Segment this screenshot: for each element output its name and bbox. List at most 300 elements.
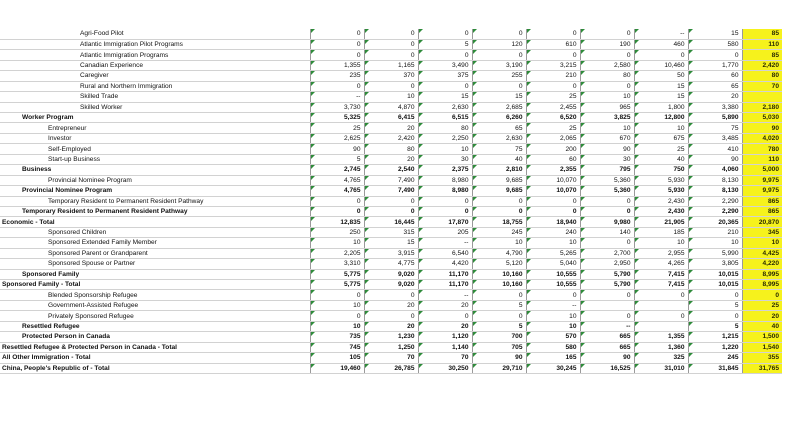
value-cell[interactable]: 12,800 [634,113,688,123]
value-cell[interactable]: 0 [580,196,634,206]
value-cell[interactable]: 70 [418,353,472,363]
value-cell[interactable]: 29,710 [472,363,526,373]
value-cell[interactable]: 17,870 [418,217,472,227]
value-cell[interactable]: 0 [580,238,634,248]
row-label-cell[interactable] [0,29,310,39]
value-cell[interactable]: 25 [526,92,580,102]
row-label-cell[interactable] [0,300,310,310]
value-cell[interactable]: 2,290 [688,206,742,216]
value-cell[interactable]: 5,775 [310,269,364,279]
value-cell[interactable]: 2,455 [526,102,580,112]
value-cell[interactable]: 10 [310,300,364,310]
value-cell[interactable]: 2,630 [472,133,526,143]
table-row[interactable] [0,342,782,352]
value-cell[interactable]: 10,070 [526,175,580,185]
table-row[interactable] [0,332,782,342]
highlighted-total-cell[interactable] [742,92,782,102]
value-cell[interactable]: 3,380 [688,102,742,112]
table-row[interactable] [0,133,782,143]
value-cell[interactable]: 0 [688,50,742,60]
value-cell[interactable]: 80 [580,71,634,81]
value-cell[interactable]: 5,120 [472,259,526,269]
highlighted-total-cell[interactable]: 110 [742,154,782,164]
value-cell[interactable]: 9,020 [364,269,418,279]
table-row[interactable] [0,248,782,258]
table-row[interactable] [0,300,782,310]
highlighted-total-cell[interactable]: 2,420 [742,60,782,70]
value-cell[interactable]: 30,250 [418,363,472,373]
value-cell[interactable]: 250 [310,227,364,237]
row-label-cell[interactable] [0,175,310,185]
value-cell[interactable]: 0 [472,29,526,39]
value-cell[interactable]: 10 [634,238,688,248]
row-label-cell[interactable] [0,60,310,70]
value-cell[interactable]: 6,515 [418,113,472,123]
value-cell[interactable]: 65 [688,81,742,91]
value-cell[interactable]: 0 [526,29,580,39]
value-cell[interactable]: 1,250 [364,342,418,352]
table-row[interactable] [0,311,782,321]
value-cell[interactable]: 105 [310,353,364,363]
value-cell[interactable]: 0 [418,29,472,39]
value-cell[interactable]: 3,915 [364,248,418,258]
highlighted-total-cell[interactable]: 2,180 [742,102,782,112]
table-row[interactable] [0,154,782,164]
value-cell[interactable]: 1,120 [418,332,472,342]
value-cell[interactable]: 235 [310,71,364,81]
value-cell[interactable]: 7,490 [364,175,418,185]
value-cell[interactable]: 0 [418,196,472,206]
row-label-cell[interactable] [0,81,310,91]
value-cell[interactable]: 200 [526,144,580,154]
row-label-cell[interactable] [0,133,310,143]
value-cell[interactable]: 245 [472,227,526,237]
value-cell[interactable]: 20 [364,300,418,310]
table-row[interactable] [0,269,782,279]
value-cell[interactable]: 16,525 [580,363,634,373]
value-cell[interactable]: 5 [688,321,742,331]
value-cell[interactable]: 3,490 [418,60,472,70]
value-cell[interactable]: 18,755 [472,217,526,227]
value-cell[interactable]: 90 [580,353,634,363]
value-cell[interactable]: 2,290 [688,196,742,206]
value-cell[interactable]: 2,430 [634,196,688,206]
value-cell[interactable]: 0 [418,50,472,60]
value-cell[interactable]: 10 [526,311,580,321]
value-cell[interactable]: 10,555 [526,269,580,279]
value-cell[interactable]: 6,415 [364,113,418,123]
value-cell[interactable]: 15 [364,238,418,248]
value-cell[interactable] [634,321,688,331]
value-cell[interactable]: 5,775 [310,280,364,290]
value-cell[interactable]: 4,870 [364,102,418,112]
highlighted-total-cell[interactable]: 110 [742,39,782,49]
row-label-cell[interactable] [0,92,310,102]
value-cell[interactable]: 10,160 [472,269,526,279]
value-cell[interactable]: 795 [580,165,634,175]
value-cell[interactable]: 90 [472,353,526,363]
value-cell[interactable]: 2,375 [418,165,472,175]
value-cell[interactable]: 5,890 [688,113,742,123]
value-cell[interactable]: -- [310,92,364,102]
table-row[interactable] [0,227,782,237]
value-cell[interactable]: 10 [418,144,472,154]
value-cell[interactable]: 5,790 [580,280,634,290]
value-cell[interactable]: 10 [472,238,526,248]
value-cell[interactable]: 6,520 [526,113,580,123]
value-cell[interactable]: 3,215 [526,60,580,70]
table-row[interactable] [0,280,782,290]
value-cell[interactable]: 30,245 [526,363,580,373]
value-cell[interactable]: 0 [364,50,418,60]
value-cell[interactable]: 0 [634,50,688,60]
value-cell[interactable]: 10 [580,92,634,102]
value-cell[interactable]: 3,310 [310,259,364,269]
value-cell[interactable]: 25 [634,144,688,154]
value-cell[interactable]: 10 [580,123,634,133]
highlighted-total-cell[interactable]: 1,540 [742,342,782,352]
value-cell[interactable]: 665 [580,342,634,352]
table-row[interactable] [0,50,782,60]
value-cell[interactable]: 8,980 [418,186,472,196]
value-cell[interactable]: 5 [688,300,742,310]
highlighted-total-cell[interactable]: 25 [742,300,782,310]
value-cell[interactable]: 11,170 [418,280,472,290]
value-cell[interactable]: 8,130 [688,175,742,185]
value-cell[interactable]: 140 [580,227,634,237]
highlighted-total-cell[interactable]: 20,870 [742,217,782,227]
value-cell[interactable]: 0 [580,311,634,321]
value-cell[interactable]: 570 [526,332,580,342]
value-cell[interactable]: 2,430 [634,206,688,216]
value-cell[interactable]: 0 [364,311,418,321]
value-cell[interactable]: 2,810 [472,165,526,175]
value-cell[interactable]: 0 [526,50,580,60]
value-cell[interactable]: 4,790 [472,248,526,258]
value-cell[interactable]: 80 [364,144,418,154]
highlighted-total-cell[interactable]: 9,975 [742,175,782,185]
value-cell[interactable]: 4,265 [634,259,688,269]
highlighted-total-cell[interactable]: 40 [742,321,782,331]
highlighted-total-cell[interactable]: 8,995 [742,269,782,279]
value-cell[interactable]: 4,060 [688,165,742,175]
value-cell[interactable]: 0 [364,39,418,49]
value-cell[interactable]: 0 [364,290,418,300]
value-cell[interactable]: 2,950 [580,259,634,269]
value-cell[interactable]: 10,555 [526,280,580,290]
value-cell[interactable]: 460 [634,39,688,49]
value-cell[interactable]: 10 [688,238,742,248]
value-cell[interactable]: 7,415 [634,280,688,290]
value-cell[interactable]: 0 [526,290,580,300]
value-cell[interactable]: 18,940 [526,217,580,227]
highlighted-total-cell[interactable]: 5,000 [742,165,782,175]
value-cell[interactable]: 315 [364,227,418,237]
value-cell[interactable]: 4,765 [310,186,364,196]
value-cell[interactable]: 3,825 [580,113,634,123]
value-cell[interactable]: 5 [310,154,364,164]
value-cell[interactable]: 30 [580,154,634,164]
value-cell[interactable]: 0 [580,206,634,216]
value-cell[interactable]: 0 [418,206,472,216]
table-row[interactable] [0,259,782,269]
table-row[interactable] [0,92,782,102]
value-cell[interactable]: 40 [634,154,688,164]
value-cell[interactable]: 0 [688,290,742,300]
row-label-cell[interactable] [0,353,310,363]
row-label-cell[interactable] [0,123,310,133]
value-cell[interactable]: -- [634,29,688,39]
value-cell[interactable]: 4,420 [418,259,472,269]
table-row[interactable] [0,175,782,185]
value-cell[interactable]: 0 [310,50,364,60]
value-cell[interactable]: 0 [472,311,526,321]
value-cell[interactable]: 2,630 [418,102,472,112]
value-cell[interactable]: 5,930 [634,186,688,196]
value-cell[interactable]: 0 [364,206,418,216]
value-cell[interactable]: 0 [580,81,634,91]
value-cell[interactable]: 0 [310,196,364,206]
value-cell[interactable]: 5,040 [526,259,580,269]
value-cell[interactable]: 9,980 [580,217,634,227]
value-cell[interactable]: 0 [634,311,688,321]
value-cell[interactable]: 20,365 [688,217,742,227]
value-cell[interactable]: 5,325 [310,113,364,123]
value-cell[interactable]: 6,260 [472,113,526,123]
value-cell[interactable]: 40 [472,154,526,164]
value-cell[interactable]: 7,415 [634,269,688,279]
value-cell[interactable]: 10,160 [472,280,526,290]
table-row[interactable] [0,165,782,175]
value-cell[interactable]: 675 [634,133,688,143]
value-cell[interactable]: 0 [364,196,418,206]
highlighted-total-cell[interactable]: 4,425 [742,248,782,258]
value-cell[interactable]: 90 [580,144,634,154]
row-label-cell[interactable] [0,332,310,342]
value-cell[interactable]: 0 [472,196,526,206]
highlighted-total-cell[interactable]: 90 [742,123,782,133]
value-cell[interactable]: 15 [688,29,742,39]
table-row[interactable] [0,196,782,206]
value-cell[interactable]: 5 [418,39,472,49]
row-label-cell[interactable] [0,217,310,227]
highlighted-total-cell[interactable]: 80 [742,71,782,81]
value-cell[interactable]: 1,230 [364,332,418,342]
table-row[interactable] [0,206,782,216]
highlighted-total-cell[interactable]: 70 [742,81,782,91]
row-label-cell[interactable] [0,269,310,279]
value-cell[interactable]: 4,765 [310,175,364,185]
value-cell[interactable]: 75 [688,123,742,133]
value-cell[interactable]: 375 [418,71,472,81]
value-cell[interactable]: 0 [310,81,364,91]
value-cell[interactable]: 10 [310,321,364,331]
value-cell[interactable]: 255 [472,71,526,81]
value-cell[interactable]: 120 [472,39,526,49]
row-label-cell[interactable] [0,186,310,196]
value-cell[interactable]: 90 [688,154,742,164]
value-cell[interactable]: 60 [526,154,580,164]
value-cell[interactable]: 25 [310,123,364,133]
table-row[interactable] [0,29,782,39]
value-cell[interactable]: 5,265 [526,248,580,258]
table-row[interactable] [0,217,782,227]
value-cell[interactable]: 0 [526,196,580,206]
value-cell[interactable]: 26,785 [364,363,418,373]
value-cell[interactable]: 190 [580,39,634,49]
value-cell[interactable]: 750 [634,165,688,175]
value-cell[interactable]: 0 [364,81,418,91]
value-cell[interactable]: 5,790 [580,269,634,279]
value-cell[interactable]: 12,835 [310,217,364,227]
value-cell[interactable]: 75 [472,144,526,154]
value-cell[interactable]: 31,845 [688,363,742,373]
value-cell[interactable]: 2,745 [310,165,364,175]
table-row[interactable] [0,186,782,196]
row-label-cell[interactable] [0,154,310,164]
value-cell[interactable]: 20 [364,154,418,164]
value-cell[interactable]: 1,165 [364,60,418,70]
highlighted-total-cell[interactable]: 9,975 [742,186,782,196]
value-cell[interactable]: 0 [526,206,580,216]
value-cell[interactable]: 0 [418,81,472,91]
value-cell[interactable]: 610 [526,39,580,49]
value-cell[interactable]: 15 [472,92,526,102]
value-cell[interactable]: 0 [688,311,742,321]
value-cell[interactable]: -- [580,321,634,331]
row-label-cell[interactable] [0,71,310,81]
value-cell[interactable]: 3,805 [688,259,742,269]
value-cell[interactable] [580,300,634,310]
highlighted-total-cell[interactable]: 865 [742,196,782,206]
table-row[interactable] [0,123,782,133]
value-cell[interactable]: 2,625 [310,133,364,143]
row-label-cell[interactable] [0,144,310,154]
row-label-cell[interactable] [0,50,310,60]
value-cell[interactable]: 10 [310,238,364,248]
table-row[interactable] [0,238,782,248]
value-cell[interactable]: 245 [688,353,742,363]
value-cell[interactable]: 5 [472,300,526,310]
value-cell[interactable]: 1,800 [634,102,688,112]
value-cell[interactable]: 10,070 [526,186,580,196]
row-label-cell[interactable] [0,259,310,269]
highlighted-total-cell[interactable]: 4,020 [742,133,782,143]
row-label-cell[interactable] [0,280,310,290]
value-cell[interactable]: 2,955 [634,248,688,258]
value-cell[interactable]: 4,775 [364,259,418,269]
value-cell[interactable]: 705 [472,342,526,352]
value-cell[interactable]: 0 [418,311,472,321]
value-cell[interactable]: 2,420 [364,133,418,143]
highlighted-total-cell[interactable]: 345 [742,227,782,237]
value-cell[interactable]: 8,130 [688,186,742,196]
value-cell[interactable]: 0 [310,311,364,321]
value-cell[interactable]: 965 [580,102,634,112]
value-cell[interactable]: 0 [580,290,634,300]
highlighted-total-cell[interactable]: 31,765 [742,363,782,373]
value-cell[interactable]: 2,250 [418,133,472,143]
value-cell[interactable]: 2,580 [580,60,634,70]
value-cell[interactable]: 165 [526,353,580,363]
value-cell[interactable]: 0 [310,290,364,300]
value-cell[interactable]: 19,460 [310,363,364,373]
value-cell[interactable]: 60 [688,71,742,81]
value-cell[interactable]: 2,205 [310,248,364,258]
value-cell[interactable]: 0 [634,290,688,300]
table-row[interactable] [0,60,782,70]
value-cell[interactable]: 3,190 [472,60,526,70]
value-cell[interactable]: 15 [634,81,688,91]
highlighted-total-cell[interactable]: 865 [742,206,782,216]
value-cell[interactable]: 11,170 [418,269,472,279]
row-label-cell[interactable] [0,363,310,373]
value-cell[interactable]: 0 [472,206,526,216]
value-cell[interactable]: 580 [688,39,742,49]
value-cell[interactable]: 90 [310,144,364,154]
row-label-cell[interactable] [0,102,310,112]
row-label-cell[interactable] [0,165,310,175]
value-cell[interactable]: 25 [526,123,580,133]
value-cell[interactable]: 665 [580,332,634,342]
value-cell[interactable]: 20 [364,321,418,331]
value-cell[interactable]: 1,220 [688,342,742,352]
value-cell[interactable]: 1,215 [688,332,742,342]
value-cell[interactable]: 0 [472,50,526,60]
highlighted-total-cell[interactable]: 20 [742,311,782,321]
value-cell[interactable]: 20 [418,321,472,331]
highlighted-total-cell[interactable]: 0 [742,290,782,300]
value-cell[interactable]: 700 [472,332,526,342]
value-cell[interactable]: 0 [364,29,418,39]
table-row[interactable] [0,290,782,300]
value-cell[interactable]: 10,015 [688,269,742,279]
value-cell[interactable]: 9,685 [472,175,526,185]
highlighted-total-cell[interactable]: 355 [742,353,782,363]
highlighted-total-cell[interactable]: 85 [742,29,782,39]
row-label-cell[interactable] [0,39,310,49]
value-cell[interactable]: 9,685 [472,186,526,196]
highlighted-total-cell[interactable]: 85 [742,50,782,60]
value-cell[interactable]: 7,490 [364,186,418,196]
value-cell[interactable]: 0 [472,81,526,91]
row-label-cell[interactable] [0,311,310,321]
value-cell[interactable]: 9,020 [364,280,418,290]
row-label-cell[interactable] [0,227,310,237]
highlighted-total-cell[interactable]: 8,995 [742,280,782,290]
value-cell[interactable]: 210 [526,71,580,81]
value-cell[interactable]: 185 [634,227,688,237]
row-label-cell[interactable] [0,113,310,123]
value-cell[interactable]: 0 [310,29,364,39]
value-cell[interactable]: 10,015 [688,280,742,290]
table-row[interactable] [0,321,782,331]
value-cell[interactable]: 2,355 [526,165,580,175]
value-cell[interactable]: 5 [472,321,526,331]
table-row[interactable] [0,71,782,81]
value-cell[interactable]: 10 [526,321,580,331]
value-cell[interactable]: 2,700 [580,248,634,258]
value-cell[interactable]: 2,540 [364,165,418,175]
table-row[interactable] [0,353,782,363]
value-cell[interactable]: 670 [580,133,634,143]
table-row[interactable] [0,363,782,373]
value-cell[interactable]: 15 [634,92,688,102]
value-cell[interactable]: 325 [634,353,688,363]
value-cell[interactable]: 6,540 [418,248,472,258]
row-label-cell[interactable] [0,248,310,258]
table-row[interactable] [0,39,782,49]
